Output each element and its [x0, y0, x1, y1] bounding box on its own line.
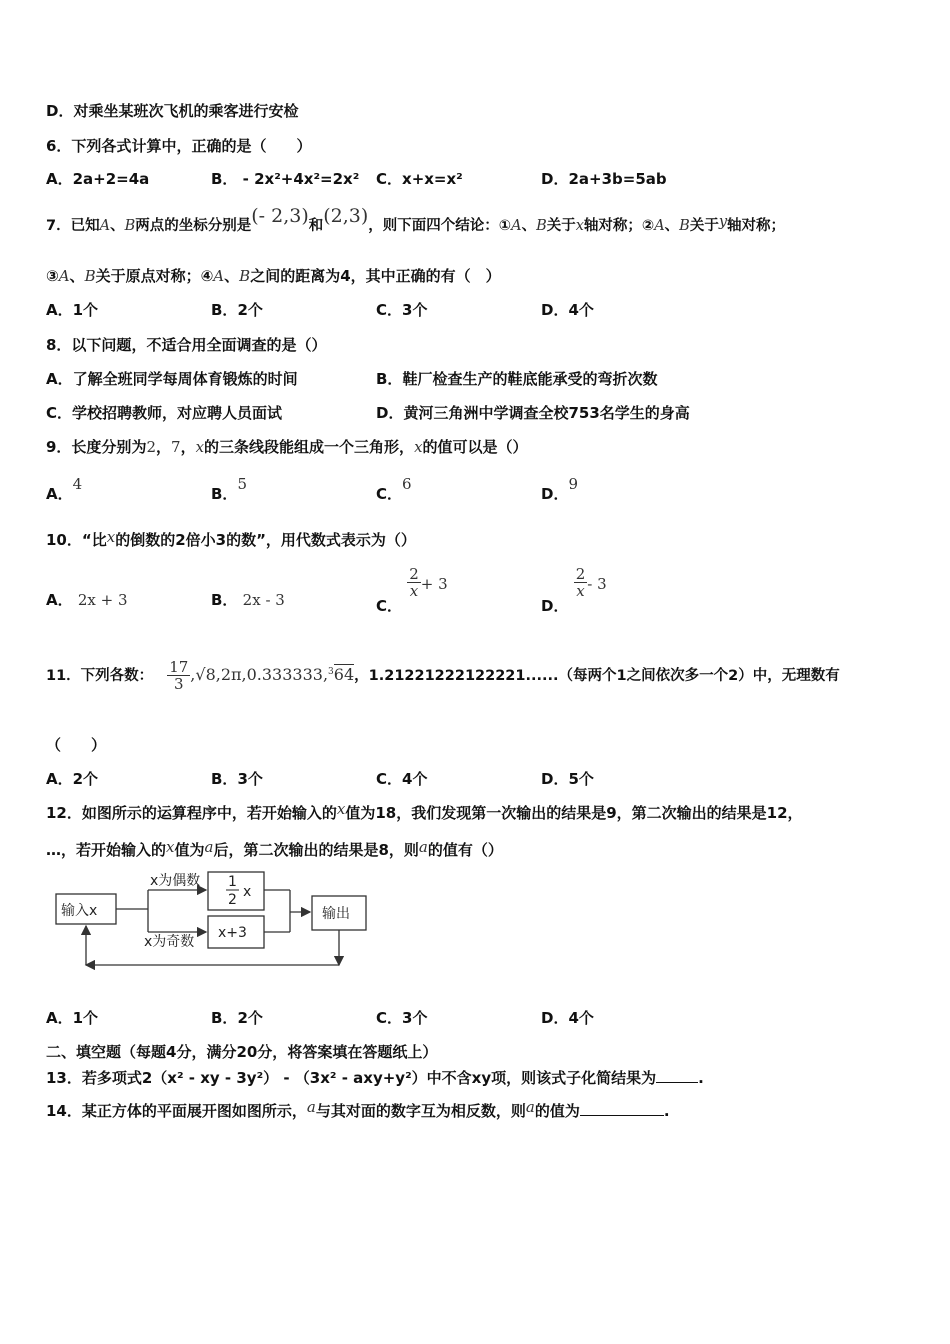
q11-stem: 11．下列各数： $\frac{17}{3}$ ,√8,2π,0.333333,$^3$64，1.21221222122221......（每两个1之间依次多一个2）中，无理数有 [46, 658, 840, 694]
flow-half-den: 2 [228, 892, 237, 908]
answer-blank[interactable] [580, 1115, 664, 1116]
q11-option-c: C．4个 [376, 770, 428, 788]
q11-option-a: A．2个 [46, 770, 99, 788]
flow-even-label: x为偶数 [150, 873, 201, 889]
q14-stem: 14．某正方体的平面展开图如图所示，a与其对面的数字互为相反数，则a的值为 . [46, 1098, 670, 1120]
section-title: 二、填空题（每题4分，满分20分，将答案填在答题纸上） [46, 1043, 438, 1061]
q9-option-c: C．6 [376, 475, 412, 503]
flowchart-diagram [46, 868, 376, 978]
q10-stem: 10．“比x的倒数的2倍小3的数”，用代数式表示为（） [46, 528, 416, 549]
q6-option-d: D．2a+3b=5ab [541, 170, 667, 188]
flow-output-label: 输出 [322, 906, 350, 922]
q12-option-c: C．3个 [376, 1009, 428, 1027]
q7-stem-line2: ③A、B关于原点对称；④A、B之间的距离为4，其中正确的有（ ） [46, 267, 501, 285]
q6-option-b: B． - 2x²+4x²=2x² [211, 170, 360, 188]
q8-option-c: C．学校招聘教师，对应聘人员面试 [46, 404, 283, 422]
flow-half-var: x [243, 884, 252, 900]
q9-option-a: A．4 [46, 475, 83, 503]
q6-option-a: A．2a+2=4a [46, 170, 150, 188]
q13-stem: 13．若多项式2（x² - xy - 3y²） - （3x² - axy+y²）中不含xy项，则该式子化简结果为 . [46, 1069, 704, 1087]
q12-option-b: B．2个 [211, 1009, 263, 1027]
fraction-17-3: $\frac{17}{3}$ [169, 658, 189, 694]
q8-option-d: D．黄河三角洲中学调查全校753名学生的身高 [376, 404, 690, 422]
q10-option-c: C． $\frac{2}{x}$ + 3 [376, 565, 448, 615]
q8-option-a: A．了解全班同学每周体育锻炼的时间 [46, 370, 298, 388]
q10-option-b: B． 2x - 3 [211, 591, 285, 609]
q8-stem: 8．以下问题，不适合用全面调查的是（） [46, 336, 327, 354]
q9-option-b: B．5 [211, 475, 247, 503]
q11-option-b: B．3个 [211, 770, 263, 788]
q12-stem-line1: 12．如图所示的运算程序中，若开始输入的x值为18，我们发现第一次输出的结果是9，第二次输出的结果是12， [46, 800, 803, 822]
q7-option-c: C．3个 [376, 301, 428, 319]
q7-option-d: D．4个 [541, 301, 594, 319]
q6-stem: 6．下列各式计算中，正确的是（ ） [46, 137, 312, 155]
flow-odd-label: x为奇数 [144, 934, 195, 950]
q9-option-d: D．9 [541, 475, 578, 503]
q7-option-b: B．2个 [211, 301, 263, 319]
q11-option-d: D．5个 [541, 770, 594, 788]
q11-paren: （ ） [46, 736, 107, 754]
flow-input-label: 输入x [61, 903, 98, 919]
q7-stem-line1: 7．已知A、B两点的坐标分别是(- 2,3)和(2,3)，则下面四个结论：①A、B关于x轴对称；②A、B关于y轴对称； [46, 205, 786, 234]
fraction: $\frac{2}{x}$ [409, 565, 419, 600]
q12-option-a: A．1个 [46, 1009, 99, 1027]
q12-stem-line2: …，若开始输入的x值为a后，第二次输出的结果是8，则a的值有（） [46, 838, 503, 859]
q5-option-d: D．对乘坐某班次飞机的乘客进行安检 [46, 102, 299, 120]
answer-blank[interactable] [656, 1082, 698, 1083]
q7-option-a: A．1个 [46, 301, 99, 319]
flow-plus3-label: x+3 [218, 925, 247, 941]
q8-option-b: B．鞋厂检查生产的鞋底能承受的弯折次数 [376, 370, 658, 388]
flow-half-num: 1 [228, 874, 237, 890]
q10-option-d: D． $\frac{2}{x}$ - 3 [541, 565, 607, 615]
q9-stem: 9．长度分别为2，7，x的三条线段能组成一个三角形，x的值可以是（） [46, 438, 528, 456]
q10-option-a: A． 2x + 3 [46, 591, 128, 609]
q7-coord-a: (- 2,3) [251, 205, 309, 227]
q12-option-d: D．4个 [541, 1009, 594, 1027]
q6-option-c: C．x+x=x² [376, 170, 463, 188]
cube-root: 64 [333, 664, 355, 684]
q7-coord-b: (2,3) [323, 205, 369, 227]
fraction: $\frac{2}{x}$ [575, 565, 586, 600]
